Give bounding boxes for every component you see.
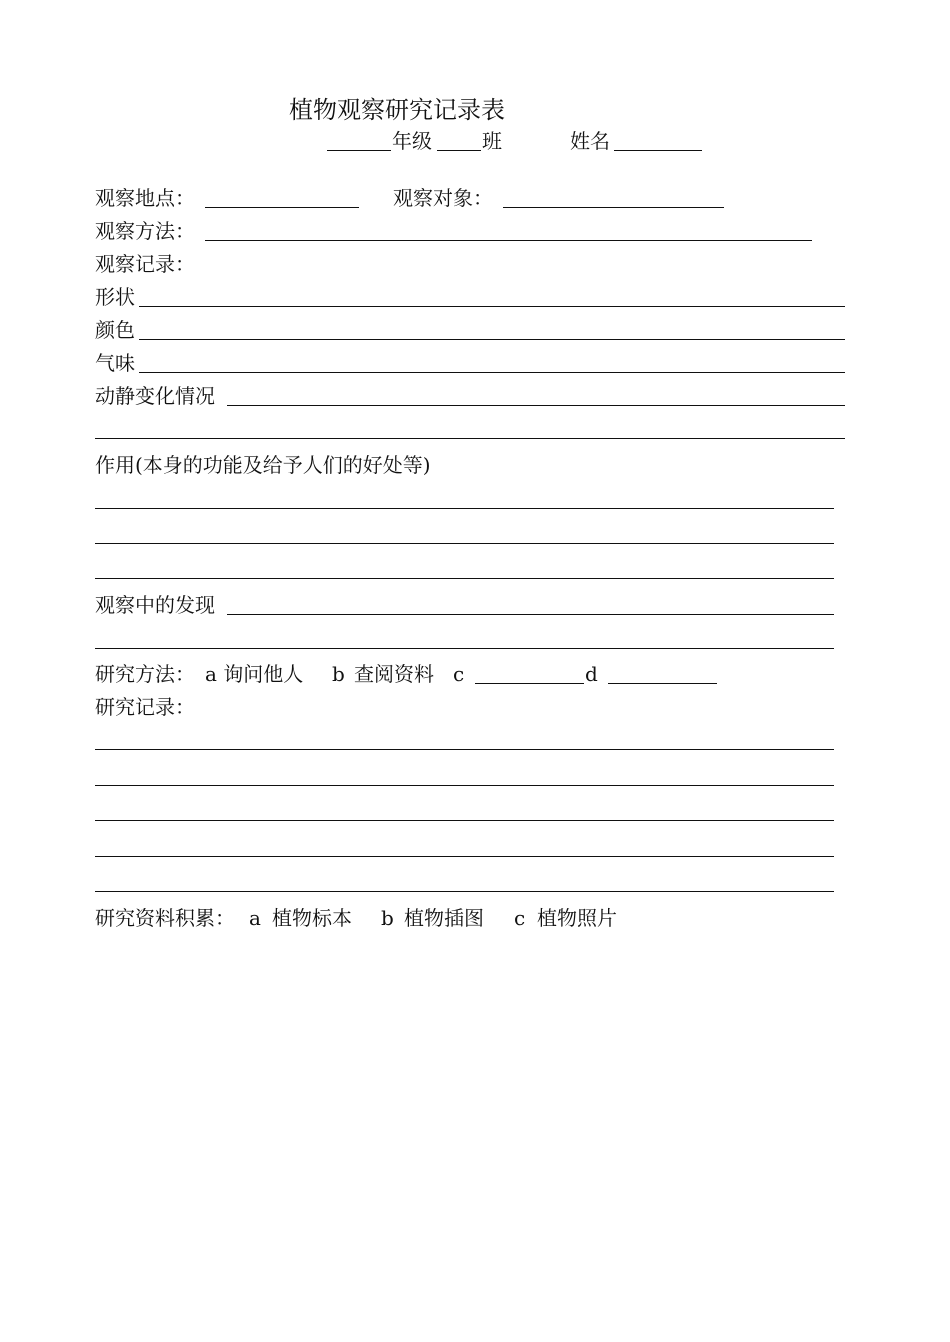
- research-record-line-3[interactable]: [95, 820, 834, 821]
- name-label: 姓名: [570, 129, 610, 153]
- observation-place-label: 观察地点：: [95, 186, 195, 210]
- discovery-line-2[interactable]: [95, 648, 834, 649]
- smell-label: 气味: [95, 351, 135, 375]
- materials-option-c-letter: c: [514, 906, 526, 930]
- page-title: 植物观察研究记录表: [289, 96, 505, 124]
- discovery-line-1[interactable]: [227, 614, 834, 615]
- class-label: 班: [482, 129, 502, 153]
- research-option-b-letter: b: [332, 662, 345, 686]
- materials-option-b-text: 植物插图: [404, 906, 484, 930]
- materials-label: 研究资料积累：: [95, 906, 235, 930]
- smell-blank[interactable]: [139, 372, 845, 373]
- research-option-c-blank[interactable]: [475, 683, 584, 684]
- materials-option-c-text: 植物照片: [537, 906, 617, 930]
- shape-blank[interactable]: [139, 306, 845, 307]
- materials-option-a-letter: a: [249, 906, 261, 930]
- discovery-label: 观察中的发现: [95, 593, 215, 617]
- observation-object-label: 观察对象：: [393, 186, 493, 210]
- function-line-1[interactable]: [95, 508, 834, 509]
- research-option-d-blank[interactable]: [608, 683, 717, 684]
- research-option-a: a 询问他人: [205, 662, 304, 686]
- observation-object-blank[interactable]: [503, 207, 724, 208]
- change-blank-2[interactable]: [95, 438, 845, 439]
- function-line-2[interactable]: [95, 543, 834, 544]
- class-blank[interactable]: [437, 150, 481, 151]
- research-option-d-letter: d: [585, 662, 598, 686]
- grade-label: 年级: [392, 129, 432, 153]
- materials-option-a-text: 植物标本: [272, 906, 352, 930]
- research-method-label: 研究方法：: [95, 662, 195, 686]
- observation-place-blank[interactable]: [205, 207, 359, 208]
- research-option-b-text: 查阅资料: [354, 662, 434, 686]
- function-line-3[interactable]: [95, 578, 834, 579]
- change-label: 动静变化情况: [95, 384, 215, 408]
- function-label: 作用(本身的功能及给予人们的好处等): [95, 453, 431, 477]
- color-blank[interactable]: [139, 339, 845, 340]
- change-blank[interactable]: [227, 405, 845, 406]
- observation-record-label: 观察记录：: [95, 252, 195, 276]
- observation-method-blank[interactable]: [205, 240, 812, 241]
- research-record-line-1[interactable]: [95, 749, 834, 750]
- name-blank[interactable]: [614, 150, 702, 151]
- grade-blank[interactable]: [327, 150, 391, 151]
- research-record-line-5[interactable]: [95, 891, 834, 892]
- observation-method-label: 观察方法：: [95, 219, 195, 243]
- shape-label: 形状: [95, 285, 135, 309]
- color-label: 颜色: [95, 318, 135, 342]
- materials-option-b-letter: b: [381, 906, 394, 930]
- research-record-line-2[interactable]: [95, 785, 834, 786]
- research-option-c-letter: c: [453, 662, 465, 686]
- research-record-label: 研究记录：: [95, 695, 195, 719]
- research-record-line-4[interactable]: [95, 856, 834, 857]
